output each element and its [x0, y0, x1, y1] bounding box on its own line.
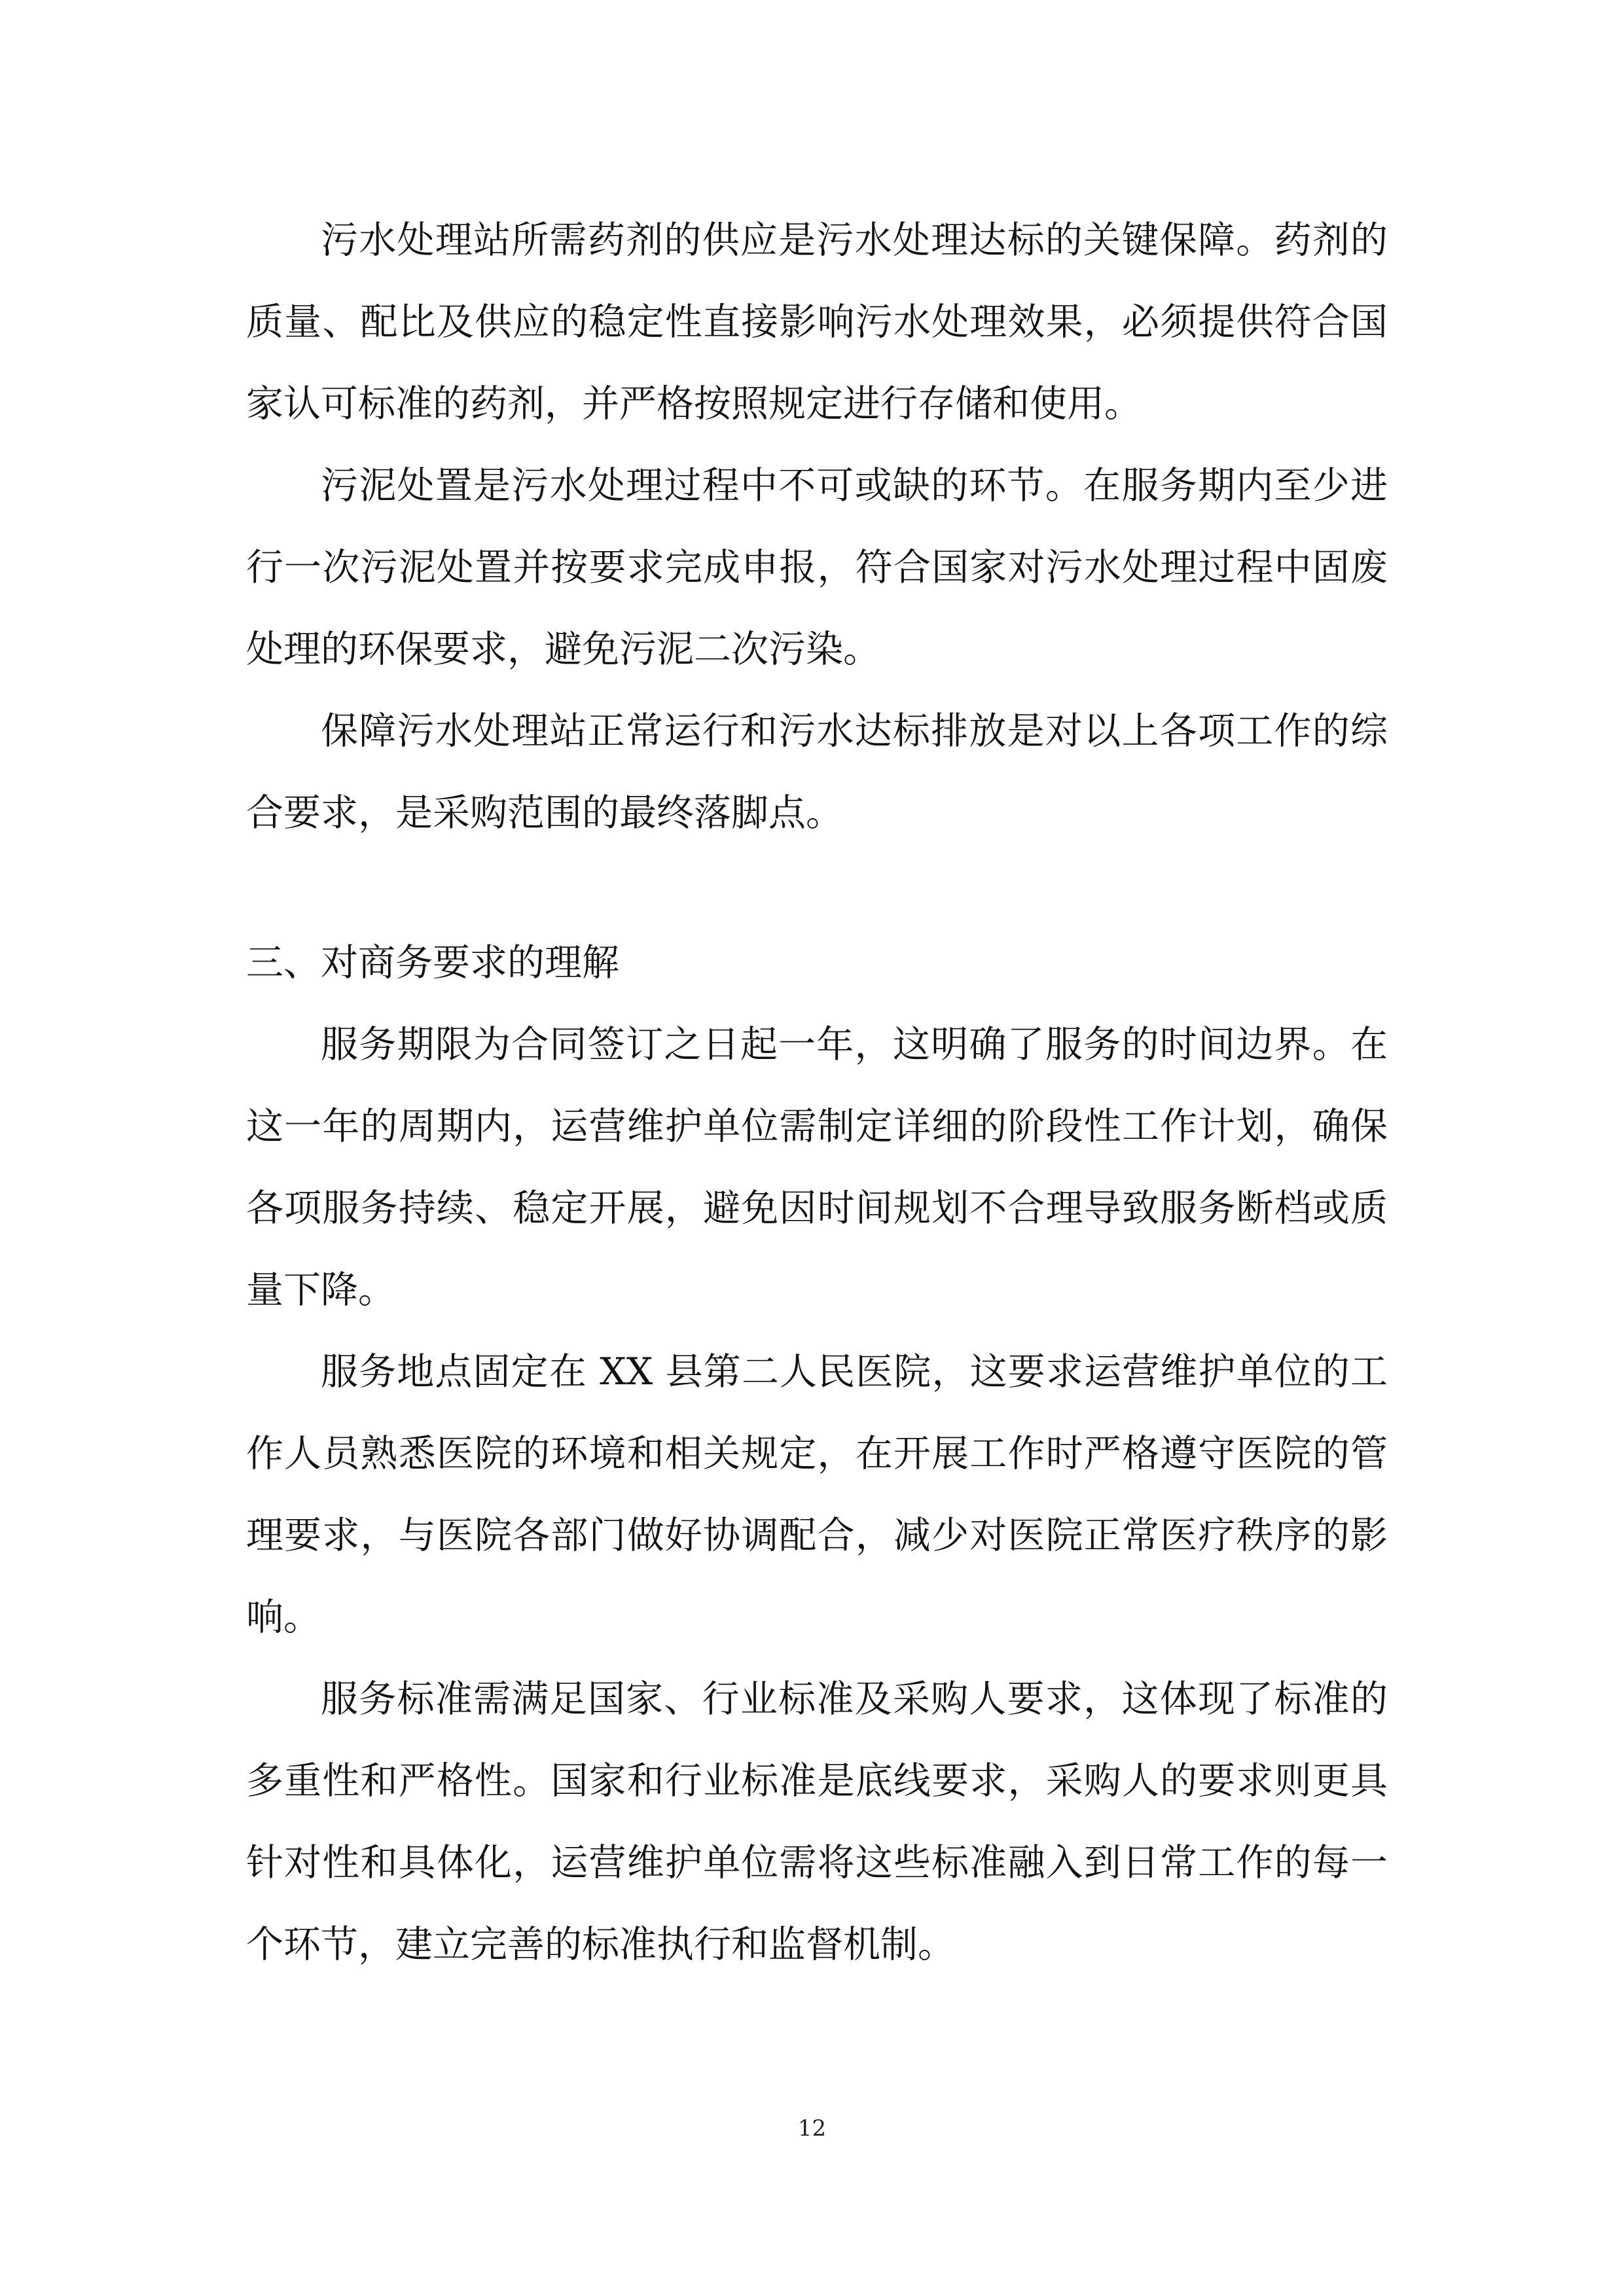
paragraph-service-standards: 服务标准需满足国家、行业标准及采购人要求，这体现了标准的多重性和严格性。国家和行业标准是底线要求，采购人的要求则更具针对性和具体化，运营维护单位需将这些标准融入到日常工作的每一个环节，建立完善的标准执行和监督机制。 — [246, 1677, 1388, 1966]
paragraph-compliance-summary: 保障污水处理站正常运行和污水达标排放是对以上各项工作的综合要求，是采购范围的最终落脚点。 — [246, 709, 1388, 834]
page-number: 12 — [797, 2115, 827, 2142]
paragraph-service-location: 服务地点固定在 XX 县第二人民医院，这要求运营维护单位的工作人员熟悉医院的环境和相关规定，在开展工作时严格遵守医院的管理要求，与医院各部门做好协调配合，减少对医院正常医疗秩序的影响。 — [246, 1350, 1388, 1639]
paragraph-sludge-disposal: 污泥处置是污水处理过程中不可或缺的环节。在服务期内至少进行一次污泥处置并按要求完成申报，符合国家对污水处理过程中固废处理的环保要求，避免污泥二次污染。 — [246, 464, 1388, 671]
paragraph-service-period: 服务期限为合同签订之日起一年，这明确了服务的时间边界。在这一年的周期内，运营维护单位需制定详细的阶段性工作计划，确保各项服务持续、稳定开展，避免因时间规划不合理导致服务断档或质量下降。 — [246, 1023, 1388, 1312]
paragraph-chemical-supply: 污水处理站所需药剂的供应是污水处理达标的关键保障。药剂的质量、配比及供应的稳定性直接影响污水处理效果，必须提供符合国家认可标准的药剂，并严格按照规定进行存储和使用。 — [246, 219, 1388, 425]
section-heading: 三、对商务要求的理解 — [246, 941, 619, 984]
document-body — [246, 200, 1388, 1986]
